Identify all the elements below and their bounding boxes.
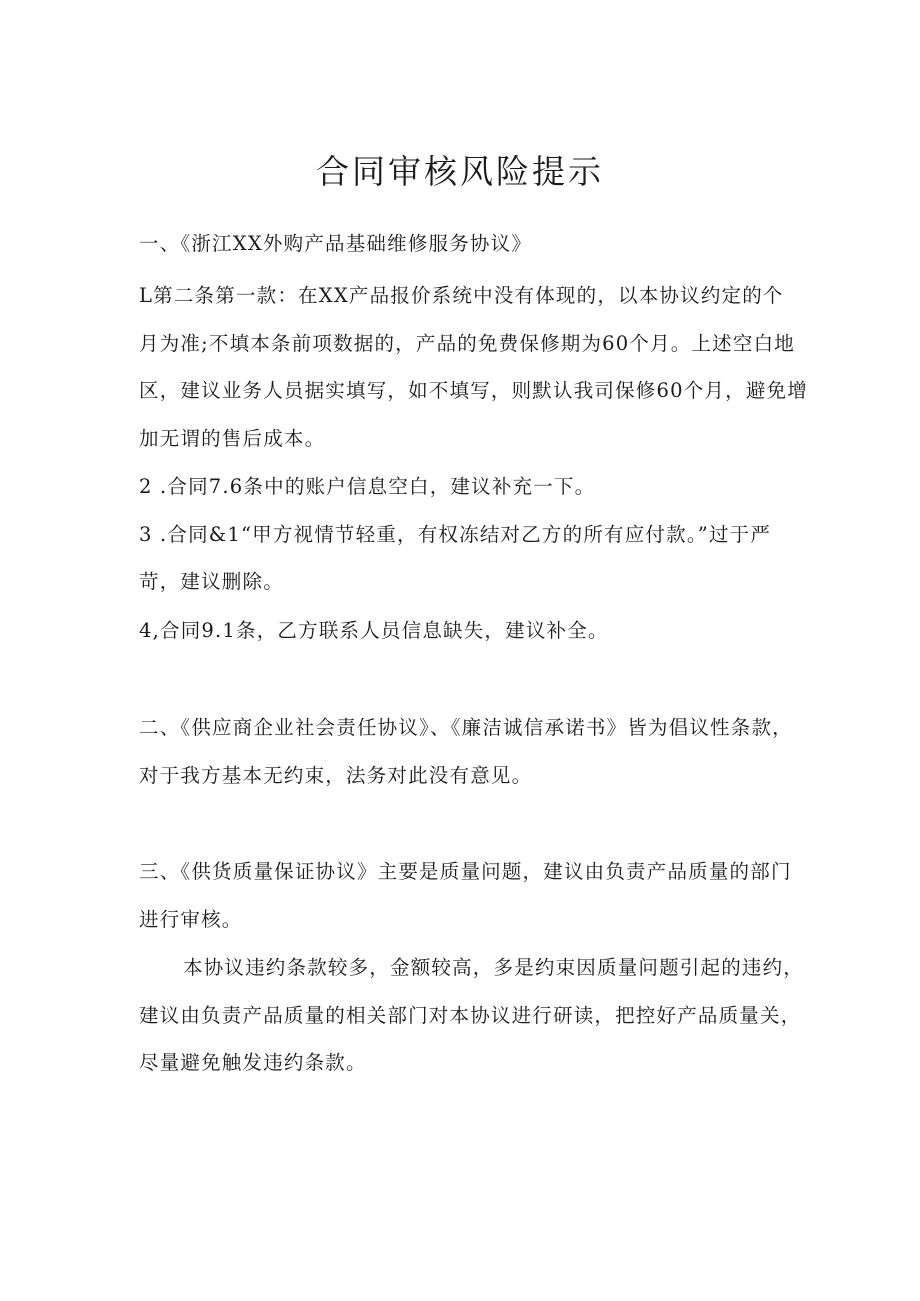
item-1-line-2: 月为准;不填本条前项数据的，产品的免费保修期为60个月。上述空白地: [139, 332, 795, 355]
item-1-line-1: L第二条第一款：在XX产品报价系统中没有体现的，以本协议约定的个: [139, 284, 784, 307]
item-1-line-4: 加无谓的售后成本。: [139, 427, 326, 450]
item-3-line-1: 3 .合同&1“甲方视情节轻重，有权冻结对乙方的所有应付款。”过于严: [139, 523, 772, 546]
item-1-line-3: 区，建议业务人员据实填写，如不填写，则默认我司保修60个月，避免增: [139, 379, 808, 402]
section-2-line-2: 对于我方基本无约束，法务对此没有意见。: [139, 764, 533, 787]
item-2-line-1: 2 .合同7.6条中的账户信息空白，建议补充一下。: [139, 475, 596, 498]
section-2-line-1: 二、《供应商企业社会责任协议》、《廉洁诚信承诺书》皆为倡议性条款，: [139, 716, 793, 739]
paragraph-line-1: 本协议违约条款较多，金额较高，多是约束因质量问题引起的违约，: [183, 956, 805, 979]
section-3-line-2: 进行审核。: [139, 908, 243, 931]
item-3-line-2: 苛，建议删除。: [139, 570, 284, 593]
section-3-line-1: 三、《供货质量保证协议》主要是质量问题，建议由负责产品质量的部门: [139, 860, 792, 883]
document-title: 合同审核风险提示: [316, 152, 604, 191]
section-1-heading: 一、《浙江XX外购产品基础维修服务协议》: [139, 232, 533, 255]
paragraph-line-2: 建议由负责产品质量的相关部门对本协议进行研读，把控好产品质量关，: [139, 1004, 802, 1027]
paragraph-line-3: 尽量避免触发违约条款。: [139, 1051, 367, 1074]
item-4-line-1: 4,合同9.1条，乙方联系人员信息缺失，建议补全。: [139, 619, 609, 642]
